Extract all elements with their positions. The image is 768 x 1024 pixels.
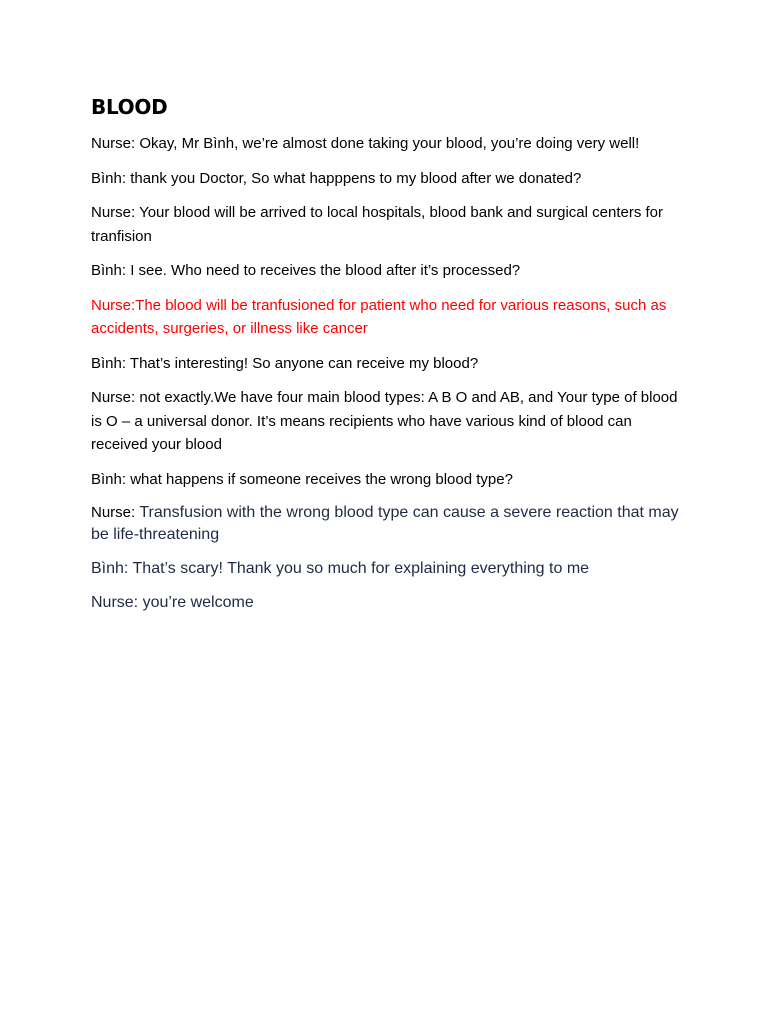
dialogue-line-1: Nurse: Okay, Mr Bình, we’re almost done taking your blood, you’re doing very well! [91,135,640,152]
dialogue-line-10: Bình: That’s scary! Thank you so much for explaining everything to me [91,560,590,577]
dialogue-line-9-prefix: Nurse: [91,504,140,521]
dialogue-line-6: Bình: That’s interesting! So anyone can receive my blood? [91,354,479,372]
dialogue-line-5-highlighted: Nurse:The blood will be tranfusioned for patient who need for various reasons, such as accidents, surgeries, or illness like cancer [91,296,667,337]
dialogue-line-9-text: Transfusion with the wrong blood type can cause a severe reaction that may be life-threatening [91,504,679,543]
dialogue-line-11: Nurse: you’re welcome [91,594,254,611]
dialogue-line-9 [91,502,691,546]
dialogue-line-2: Bình: thank you Doctor, So what happpens to my blood after we donated? [91,169,582,187]
dialogue-line-4: Bình: I see. Who need to receives the blood after it’s processed? [91,262,521,279]
document-title: BLOOD [91,95,168,119]
dialogue-line-7: Nurse: not exactly.We have four main blood types: A B O and AB, and Your type of blood is O – a universal donor. It’s means recipients who have various kind of blood can received your blood [91,389,678,453]
dialogue-line-8: Bình: what happens if someone receives the wrong blood type? [91,470,513,488]
document-body [91,94,691,626]
dialogue-line-3: Nurse: Your blood will be arrived to local hospitals, blood bank and surgical centers for tranfision [91,204,663,245]
